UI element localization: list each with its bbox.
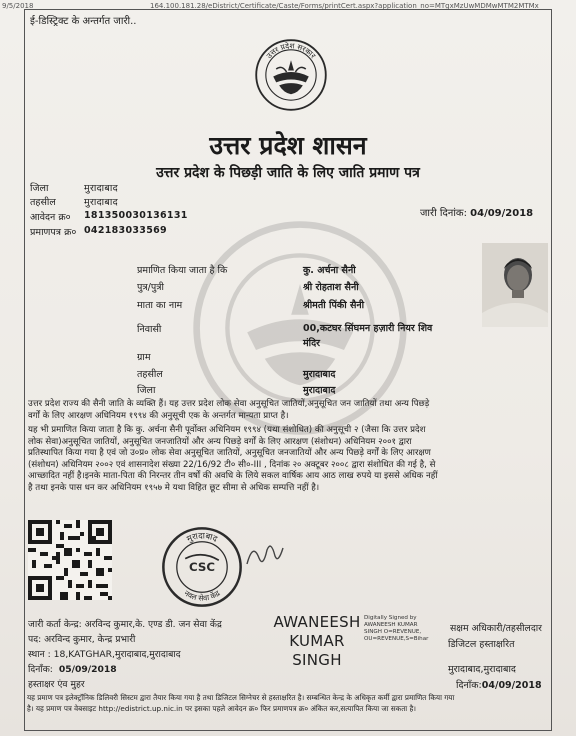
- paragraph-line: वर्गों के लिए आरक्षण अधिनियम १९९४ की अनुसूची एक के अन्तर्गत मान्यता प्राप्त है।: [28, 410, 289, 421]
- district-label: जिला: [30, 183, 49, 194]
- government-title: उत्तर प्रदेश शासन: [209, 131, 367, 160]
- signature-seal-label: हस्ताक्षर एंव मुहर: [28, 679, 85, 690]
- digital-signature-note: [364, 615, 428, 643]
- village-label: ग्राम: [137, 352, 151, 363]
- signer-name-line: AWANEESH: [273, 613, 361, 631]
- issuer-post: पद: अरविन्द कुमार, केन्द्र प्रभारी: [28, 634, 136, 645]
- svg-text:उत्तर प्रदेश सरकार: [265, 41, 319, 61]
- applicant-name: कु. अर्चना सैनी: [303, 265, 356, 276]
- authority-date-label: दिनाँक:: [456, 680, 482, 691]
- footer-note-2: है। यह प्रमाण पत्र वेबसाइट http://edistrict.up.nic.in पर इसका पहले आवेदन क्र० फिर प्रमाणपत्र क्र० अंकित कर,सत्यापित किया जा सकता है।: [27, 704, 416, 713]
- authority-title: सक्षम अधिकारी/तहसीलदार: [450, 623, 542, 634]
- seal-center-text: CSC: [189, 560, 215, 575]
- issue-date: [420, 205, 533, 219]
- paragraph-line: उत्तर प्रदेश राज्य की सैनी जाति के व्यक्ति हैं। यह उत्तर प्रदेश लोक सेवा अनुसूचित जातियों,अनुसूचित जन जातियों तथा अन्य पिछड़े: [28, 399, 430, 409]
- seal-bottom-text: नवल सेवा केंद्र: [182, 588, 222, 603]
- digital-signer-name: [272, 613, 362, 670]
- issue-date-value: 04/09/2018: [470, 208, 534, 219]
- person-district-value: मुरादाबाद: [303, 385, 336, 396]
- issuer-date: [28, 662, 117, 675]
- seal-top-text: मुरादाबाद: [184, 530, 220, 544]
- issuer-place: स्थान : 18,KATGHAR,मुरादाबाद,मुरादाबाद: [28, 649, 181, 660]
- issuing-center: जारी कर्ता केन्द्र: अरविन्द कुमार,के. एण्ड डी. जन सेवा केंद्र: [28, 619, 222, 630]
- paragraph-line: प्रतिस्थापित किया गया है एवं जो उ०प्र० लोक सेवा अनुसूचित जातियों, अनुसूचित जनजातियों और अन्य पिछड़े वर्गों के लिए आरक्षण: [28, 448, 431, 458]
- signature-note-line: SINGH O=REVENUE,: [364, 629, 422, 635]
- application-number: 181350030136131: [84, 210, 188, 221]
- handwritten-signature: [245, 538, 285, 570]
- print-date: 9/5/2018: [2, 2, 34, 10]
- paragraph-line: (संशोधन) अधिनियम २००२ एवं शासनादेश संख्या 22/16/92 टी० सी०-III , दिनांक २० अक्टूबर २००८ द्वारा संशोधित की गई है, से: [28, 459, 436, 470]
- edistrict-header: ई-डिस्ट्रिक्ट के अन्तर्गत जारी..: [30, 16, 137, 27]
- issuer-date-value: 05/09/2018: [58, 664, 117, 675]
- mother-label: माता का नाम: [137, 300, 183, 311]
- address-line-2: मंदिर: [303, 338, 321, 349]
- signature-note-line: OU=REVENUE,S=Bihar: [364, 636, 429, 642]
- authority-place: मुरादाबाद,मुरादाबाद: [448, 664, 516, 675]
- signer-name-line: KUMAR: [289, 632, 345, 650]
- district-value: मुरादाबाद: [84, 183, 118, 194]
- certificate-number: 042183033569: [84, 225, 167, 236]
- certify-label: प्रमाणित किया जाता है कि: [137, 265, 228, 276]
- svg-text:नवल सेवा केंद्र: [182, 588, 222, 603]
- paragraph-caste-recognition: [28, 399, 429, 422]
- paragraph-line: आच्छादित नहीं है।इनके माता-पिता की निरन्तर तीन वर्षों की अवधि के लिये सकल वार्षिक आय आठ लाख रुपये या इससे अधिक नहीं: [28, 471, 438, 481]
- verification-qr-code: [28, 520, 112, 600]
- authority-date: [456, 678, 542, 691]
- certificate-title: उत्तर प्रदेश के पिछड़ी जाति के लिए जाति प्रमाण पत्र: [156, 165, 420, 181]
- address-line-1: 00,कटघर सिंघमन हज़ारी नियर शिव: [303, 323, 433, 334]
- person-tehsil-value: मुरादाबाद: [303, 369, 336, 380]
- certificate-label: प्रमाणपत्र क्र०: [30, 227, 77, 238]
- print-url: 164.100.181.28/eDistrict/Certificate/Caste/Forms/printCert.aspx?application_no=MTgxMzUwMDMwMTM2MTMx: [150, 2, 539, 10]
- svg-text:मुरादाबाद: [185, 530, 220, 544]
- up-government-emblem-icon: [254, 38, 328, 112]
- issue-date-label: जारी दिनांक:: [420, 208, 467, 219]
- relation-label: पुत्र/पुत्री: [137, 282, 164, 293]
- mother-name: श्रीमती पिंकी सैनी: [303, 300, 365, 311]
- application-label: आवेदन क्र०: [30, 212, 71, 223]
- signer-name-line: SINGH: [292, 651, 342, 669]
- issuer-date-label: दिनाँक:: [28, 664, 53, 675]
- residence-label: निवासी: [137, 324, 162, 335]
- applicant-photo: [482, 243, 548, 327]
- footer-note-1: यह प्रमाण पत्र इलेक्ट्रॉनिक डिलिवरी सिस्टम द्वारा तैयार किया गया है तथा डिजिटल सिग्नेचर से हस्ताक्षरित है। सम्बन्धित केन्द्र के अधिकृत कर्मी द्वारा प्रमाणित किया गया: [27, 693, 455, 702]
- person-tehsil-label: तहसील: [137, 369, 163, 380]
- paragraph-creamy-layer: [28, 425, 438, 494]
- signature-note-line: Digitally Signed by: [364, 615, 417, 621]
- father-name: श्री रोहताश सैनी: [303, 282, 359, 293]
- person-district-label: जिला: [137, 385, 156, 396]
- issuer-seal-stamp: [160, 525, 244, 609]
- paragraph-line: लोक सेवा)अनुसूचित जातियों, अनुसूचित जनजातियों और अन्य पिछड़े वर्गों के लिए आरक्षण (संशोधन) अधिनियम २००१ द्वारा: [28, 436, 412, 447]
- authority-date-value: 04/09/2018: [481, 680, 542, 691]
- authority-sign-type: डिजिटल हस्ताक्षरित: [448, 639, 515, 650]
- emblem-text: उत्तर प्रदेश सरकार: [264, 41, 318, 61]
- paragraph-line: है तथा इनके पास धन कर अधिनियम १९५७ मे यथा विहित छूट सीमा से अधिक सम्पत्ति नहीं है।: [28, 482, 320, 493]
- tehsil-value: मुरादाबाद: [84, 197, 118, 208]
- paragraph-line: यह भी प्रमाणित किया जाता है कि कु. अर्चना सैनी पूर्वोक्त अधिनियम १९९४ (यथा संशोधित) की अनुसूची २ (जैसा कि उत्तर प्रदेश: [28, 425, 426, 435]
- tehsil-label: तहसील: [30, 197, 56, 208]
- signature-note-line: AWANEESH KUMAR: [364, 622, 418, 628]
